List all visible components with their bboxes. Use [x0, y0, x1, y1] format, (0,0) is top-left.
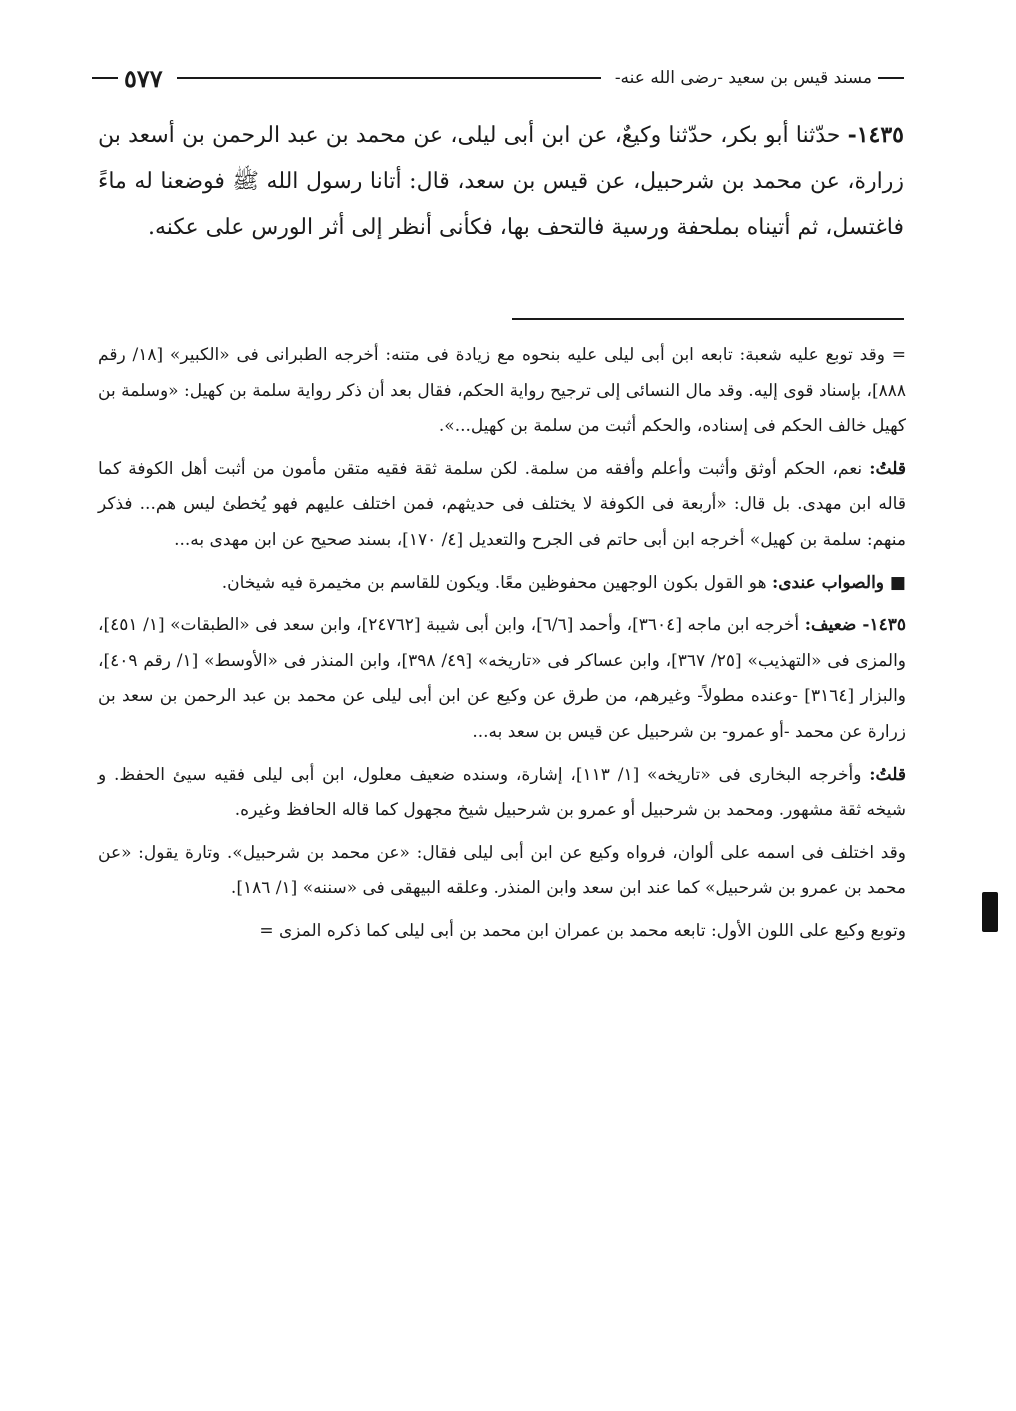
note-text: هو القول بكون الوجهين محفوظين معًا. ويكون للقاسم بن مخيمرة فيه شيخان. [221, 572, 767, 593]
note-paragraph [98, 836, 906, 907]
note-lead: ١٤٣٥- ضعيف: [804, 615, 906, 636]
note-paragraph [98, 452, 906, 559]
header-dash [92, 77, 118, 79]
hadith-number: ١٤٣٥- [847, 122, 904, 148]
note-text: أخرجه ابن ماجه [٣٦٠٤]، وأحمد [٦/٦]، وابن أبى شيبة [٢٤٧٦٢]، وابن سعد فى «الطبقات» [١/ ٤٥١]، والمزى فى «التهذيب» [٢٥/ ٣٦٧]، وابن عساكر فى «تاريخه» [٤٩/ ٣٩٨]، وابن المنذر فى «الأوسط» [١/ رقم ٤٠٩]، والبزار [٣١٦٤] -وعنده مطولاً- وغيرهم، من طرق عن وكيع عن ابن أبى ليلى عن محمد بن عبد الرحمن بن سعد بن زرارة عن محمد -أو عمرو- بن شرحبيل عن قيس بن سعد به... [98, 615, 907, 742]
header-dash [878, 77, 904, 79]
note-text: وتوبع وكيع على اللون الأول: تابعه محمد بن عمران ابن محمد بن أبى ليلى كما ذكره المزى = [259, 920, 906, 941]
running-header [92, 58, 904, 98]
margin-tab-mark [982, 892, 998, 932]
note-paragraph [98, 566, 906, 602]
note-text: وأخرجه البخارى فى «تاريخه» [١/ ١١٣]، إشارة، وسنده ضعيف معلول، ابن أبى ليلى فقيه سيئ الحفظ. و شيخه ثقة مشهور. ومحمد بن شرحبيل أو عمرو بن شرحبيل شيخ مجهول كما قاله الحافظ وغيره. [98, 764, 906, 821]
hadith-paragraph [98, 112, 904, 251]
note-lead: قلتُ: [869, 458, 907, 479]
footnotes [98, 338, 906, 957]
note-paragraph [98, 914, 906, 950]
page-number: ٥٧٧ [124, 63, 163, 93]
note-paragraph [98, 338, 906, 445]
note-paragraph [98, 758, 906, 829]
note-text: = وقد توبع عليه شعبة: تابعه ابن أبى ليلى عليه بنحوه مع زيادة فى متنه: أخرجه الطبرانى فى «الكبير» [١٨/ رقم ٨٨٨]، بإسناد قوى إليه. وقد مال النسائى إلى ترجيح رواية الحكم، فقال بعد أن ذكر رواية سلمة بن كهيل: «وسلمة بن كهيل خالف الحكم فى إسناده، والحكم أثبت من سلمة بن كهيل...». [98, 345, 906, 437]
hadith-text: حدّثنا أبو بكر، حدّثنا وكيعٌ، عن ابن أبى ليلى، عن محمد بن عبد الرحمن بن أسعد بن زرارة، عن محمد بن شرحبيل، عن قيس بن سعد، قال: أتانا رسول الله ﷺ فوضعنا له ماءً فاغتسل، ثم أتيناه بملحفة ورسية فالتحف بها، فكأنى أنظر إلى أثر الورس على عكنه. [98, 123, 904, 240]
note-lead: قلتُ: [869, 764, 907, 785]
note-lead: ■ والصواب عندى: [771, 572, 906, 593]
footnote-separator [512, 318, 904, 320]
note-paragraph [98, 608, 906, 750]
running-title: مسند قيس بن سعيد -رضى الله عنه- [614, 68, 872, 88]
note-text: نعم، الحكم أوثق وأثبت وأعلم وأفقه من سلمة. لكن سلمة ثقة فقيه متقن مأمون من أثبت أهل الكوفة كما قاله ابن مهدى. بل قال: «أربعة فى الكوفة لا يختلف فى حديثهم، فمن اختلف عليهم فهو يُخطئ ليس هم... فذكر منهم: سلمة بن كهيل» أخرجه ابن أبى حاتم فى الجرح والتعديل [٤/ ١٧٠]، بسند صحيح عن ابن مهدى به... [98, 458, 906, 550]
header-rule [177, 77, 601, 79]
note-text: وقد اختلف فى اسمه على ألوان، فرواه وكيع عن ابن أبى ليلى فقال: «عن محمد بن شرحبيل». وتارة يقول: «عن محمد بن عمرو بن شرحبيل» كما عند ابن سعد وابن المنذر. وعلقه البيهقى فى «سننه» [١/ ١٨٦]. [98, 842, 906, 899]
